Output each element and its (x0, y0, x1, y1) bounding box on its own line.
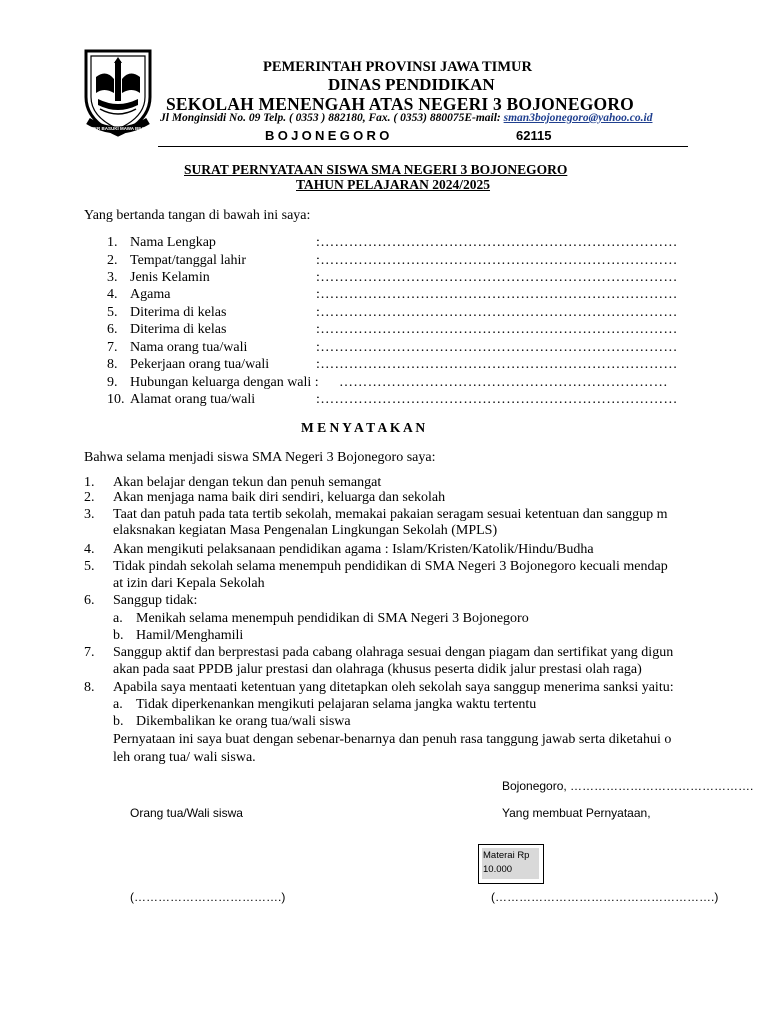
statement-number: 2. (84, 490, 95, 505)
statement-3-line2: elaksnakan kegiatan Masa Pengenalan Lingkungan Sekolah (MPLS) (113, 523, 498, 538)
closing-line1: Pernyataan ini saya buat dengan sebenar-benarnya dan penuh rasa tanggung jawab serta diketahui o (113, 732, 672, 747)
field-fill-relationship[interactable]: …………………………………………………………… (339, 375, 668, 390)
field-number: 1. (107, 235, 118, 250)
field-label-relationship: Hubungan keluarga dengan wali : (130, 375, 319, 390)
field-label-parent-job: Pekerjaan orang tua/wali (130, 357, 270, 372)
statement-7-line1: Sanggup aktif dan berprestasi pada cabang olahraga sesuai dengan piagam dan sertifikat yang digun (113, 645, 674, 660)
field-number: 3. (107, 270, 118, 285)
field-fill-gender[interactable]: :………………………………………………………………… (316, 270, 678, 285)
field-number: 5. (107, 305, 118, 320)
logo-motto: JER BASUKI MAWA BEA (91, 126, 145, 131)
field-number: 7. (107, 340, 118, 355)
document-year: TAHUN PELAJARAN 2024/2025 (296, 177, 491, 192)
field-fill-birth[interactable]: :………………………………………………………………… (316, 253, 678, 268)
header-address: Jl Monginsidi No. 09 Telp. ( 0353 ) 882180, Fax. ( 0353) 880075E-mail: sman3bojonegoro@yahoo.co.id (160, 112, 653, 124)
statement-4: Akan mengikuti pelaksanaan pendidikan agama : Islam/Kristen/Katolik/Hindu/Budha (113, 542, 594, 557)
header-city: BOJONEGORO (265, 128, 393, 143)
field-label-gender: Jenis Kelamin (130, 270, 210, 285)
statement-1: Akan belajar dengan tekun dan penuh semangat (113, 475, 382, 490)
field-number: 6. (107, 322, 118, 337)
header-divider (158, 146, 688, 147)
field-label-birth: Tempat/tanggal lahir (130, 253, 247, 268)
field-fill-parent-address[interactable]: :………………………………………………………………… (316, 392, 678, 407)
sub-letter: a. (113, 611, 123, 626)
header-email-link[interactable]: sman3bojonegoro@yahoo.co.id (503, 112, 653, 124)
closing-line2: leh orang tua/ wali siswa. (113, 750, 256, 765)
parent-signature-blank[interactable]: (……………………………….) (130, 890, 286, 904)
field-label-parent-address: Alamat orang tua/wali (130, 392, 256, 407)
statement-number: 6. (84, 593, 95, 608)
field-fill-class-b[interactable]: :………………………………………………………………… (316, 322, 678, 337)
parent-signature-label: Orang tua/Wali siswa (130, 806, 243, 820)
statement-8: Apabila saya mentaati ketentuan yang ditetapkan oleh sekolah saya sanggup menerima sanksi yaitu: (113, 680, 674, 695)
materai-label: Materai Rp (483, 850, 530, 861)
field-fill-parent-name[interactable]: :………………………………………………………………… (316, 340, 678, 355)
document-title: SURAT PERNYATAAN SISWA SMA NEGERI 3 BOJONEGORO (184, 162, 568, 177)
header-school-name: SEKOLAH MENENGAH ATAS NEGERI 3 BOJONEGORO (166, 94, 634, 114)
sub-letter: b. (113, 714, 124, 729)
statement-3-line1: Taat dan patuh pada tata tertib sekolah, memakai pakaian seragam sesuai ketentuan dan sanggup m (113, 507, 668, 522)
field-label-parent-name: Nama orang tua/wali (130, 340, 248, 355)
provincial-emblem-logo (78, 47, 158, 139)
place-date[interactable]: Bojonegoro, ………………………………………. (502, 779, 754, 793)
statement-number: 1. (84, 475, 95, 490)
statement-number: 5. (84, 559, 95, 574)
statement-5-line1: Tidak pindah sekolah selama menempuh pendidikan di SMA Negeri 3 Bojonegoro kecuali mendap (113, 559, 668, 574)
intro-text: Yang bertanda tangan di bawah ini saya: (84, 208, 311, 223)
sub-letter: b. (113, 628, 124, 643)
field-fill-name[interactable]: :………………………………………………………………… (316, 235, 678, 250)
statement-2: Akan menjaga nama baik diri sendiri, keluarga dan sekolah (113, 490, 446, 505)
maker-signature-label: Yang membuat Pernyataan, (502, 806, 651, 820)
field-number: 9. (107, 375, 118, 390)
field-fill-religion[interactable]: :………………………………………………………………… (316, 287, 678, 302)
materai-stamp-box (478, 844, 544, 884)
field-fill-class-a[interactable]: :………………………………………………………………… (316, 305, 678, 320)
sub-letter: a. (113, 697, 123, 712)
statement-8b: Dikembalikan ke orang tua/wali siswa (136, 714, 351, 729)
field-number: 4. (107, 287, 118, 302)
field-number: 2. (107, 253, 118, 268)
statement-7-line2: akan pada saat PPDB jalur prestasi dan olahraga (khusus peserta didik jalur prestasi olah raga) (113, 662, 642, 677)
field-label-class-a: Diterima di kelas (130, 305, 227, 320)
statement-number: 7. (84, 645, 95, 660)
declaration-intro: Bahwa selama menjadi siswa SMA Negeri 3 Bojonegoro saya: (84, 450, 436, 465)
statement-5-line2: at izin dari Kepala Sekolah (113, 576, 265, 591)
field-number: 10. (107, 392, 125, 407)
field-label-religion: Agama (130, 287, 171, 302)
field-fill-parent-job[interactable]: :………………………………………………………………… (316, 357, 678, 372)
statement-8a: Tidak diperkenankan mengikuti pelajaran selama jangka waktu tertentu (136, 697, 537, 712)
materai-amount: 10.000 (483, 864, 513, 875)
statement-6: Sanggup tidak: (113, 593, 198, 608)
maker-signature-blank[interactable]: (……………………………………………….) (491, 890, 719, 904)
field-number: 8. (107, 357, 118, 372)
field-label-class-b: Diterima di kelas (130, 322, 227, 337)
statement-number: 8. (84, 680, 95, 695)
statement-number: 3. (84, 507, 95, 522)
statement-6a: Menikah selama menempuh pendidikan di SMA Negeri 3 Bojonegoro (136, 611, 529, 626)
statement-6b: Hamil/Menghamili (136, 628, 244, 643)
header-government: PEMERINTAH PROVINSI JAWA TIMUR (263, 59, 532, 75)
statement-number: 4. (84, 542, 95, 557)
field-label-name: Nama Lengkap (130, 235, 216, 250)
header-department: DINAS PENDIDIKAN (328, 75, 495, 94)
declaration-heading: M E N Y A T A K A N (301, 420, 426, 435)
header-zip: 62115 (516, 128, 552, 143)
